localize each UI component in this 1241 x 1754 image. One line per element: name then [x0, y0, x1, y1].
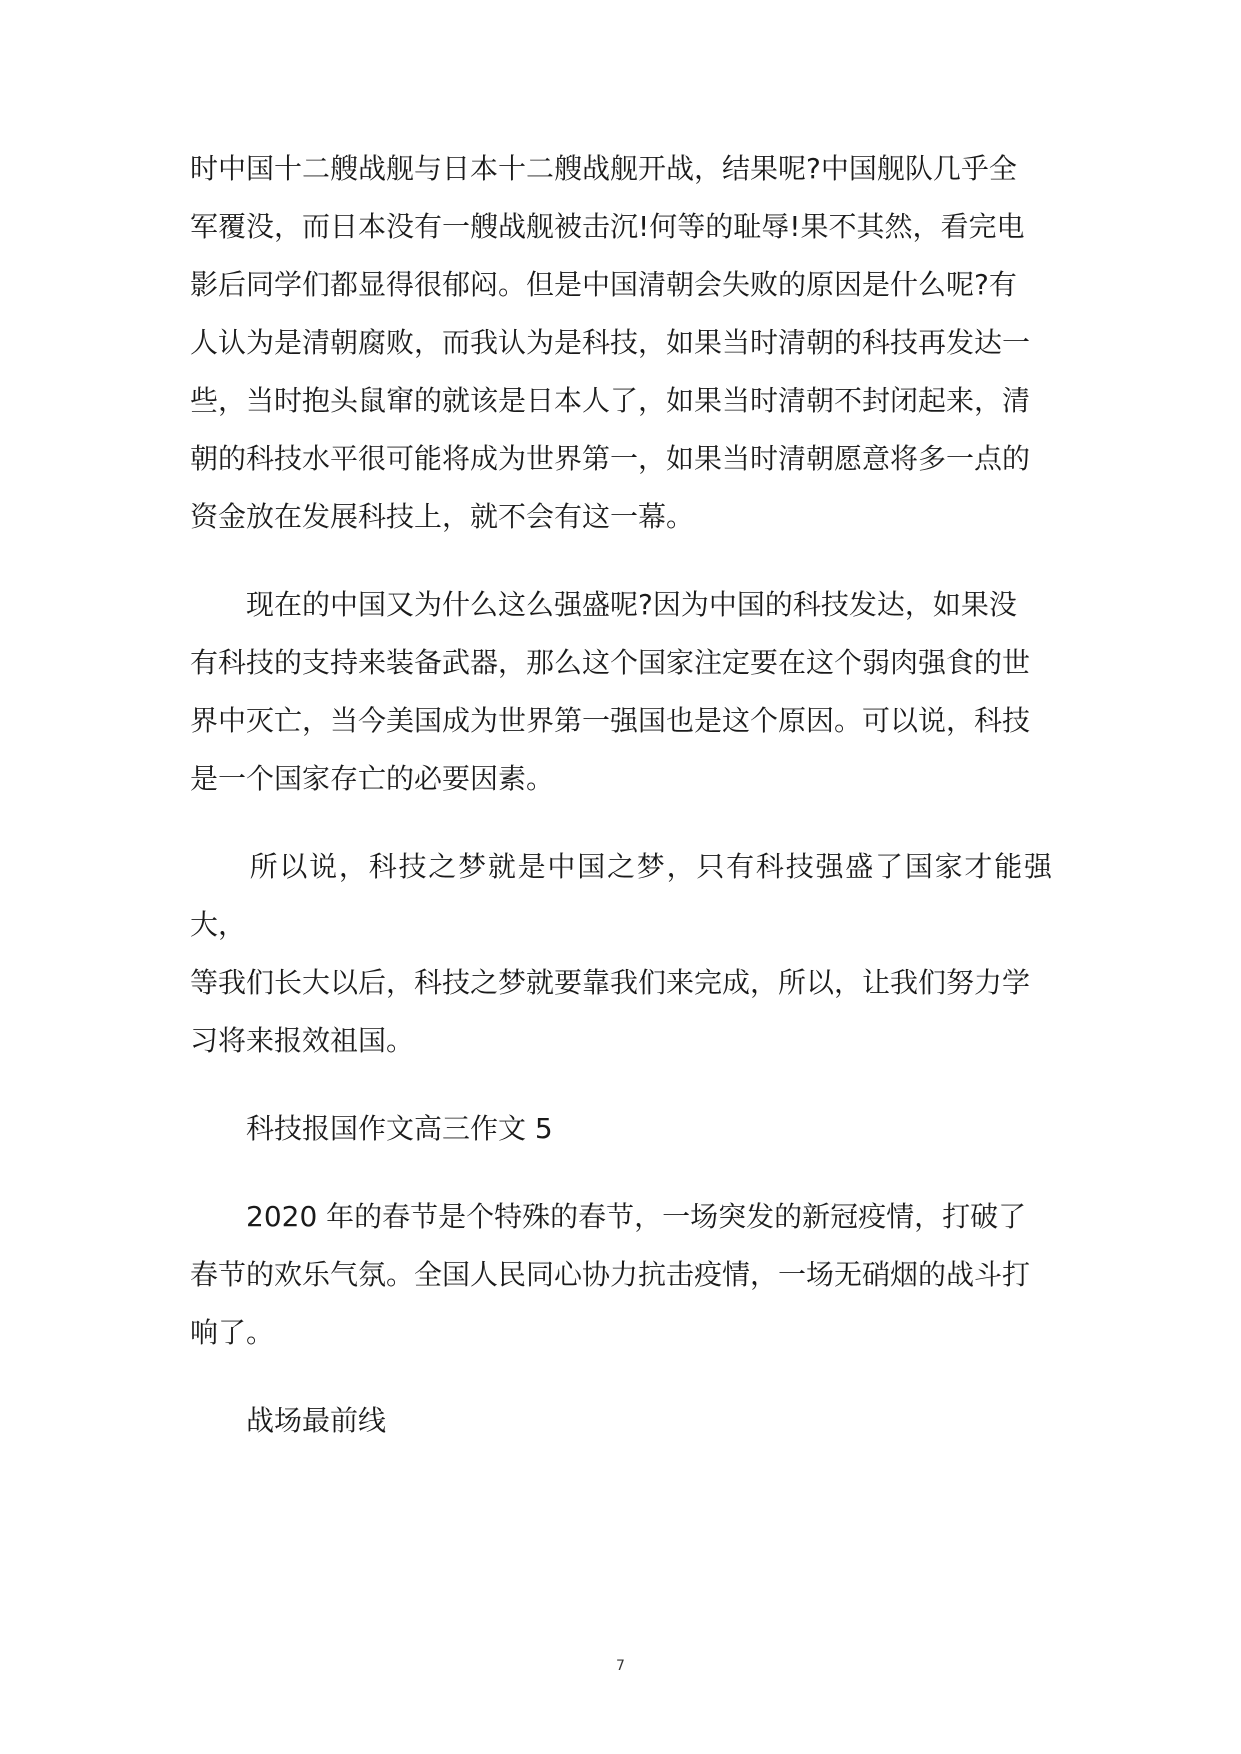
text-line: 科技报国作文高三作文 5 [190, 1112, 553, 1145]
paragraph [190, 1188, 1052, 1362]
text-line: 朝的科技水平很可能将成为世界第一，如果当时清朝愿意将多一点的 [190, 442, 1031, 475]
text-line: 春节的欢乐气氛。全国人民同心协力抗击疫情，一场无硝烟的战斗打 [190, 1258, 1031, 1291]
text-line: 现在的中国又为什么这么强盛呢?因为中国的科技发达，如果没 [190, 588, 1017, 621]
text-line: 所以说，科技之梦就是中国之梦，只有科技强盛了国家才能强大， [190, 850, 1052, 941]
text-line: 2020 年的春节是个特殊的春节，一场突发的新冠疫情，打破了 [190, 1200, 1027, 1233]
text-line: 界中灭亡，当今美国成为世界第一强国也是这个原因。可以说，科技 [190, 704, 1031, 737]
text-line: 习将来报效祖国。 [190, 1024, 415, 1057]
section-heading [190, 1100, 1052, 1158]
text-line: 时中国十二艘战舰与日本十二艘战舰开战，结果呢?中国舰队几乎全 [190, 152, 1017, 185]
document-body [190, 140, 1052, 1450]
page-number: 7 [616, 1658, 625, 1674]
paragraph [190, 140, 1052, 546]
text-line: 资金放在发展科技上，就不会有这一幕。 [190, 500, 695, 533]
text-line: 影后同学们都显得很郁闷。但是中国清朝会失败的原因是什么呢?有 [190, 268, 1017, 301]
text-line: 是一个国家存亡的必要因素。 [190, 762, 555, 795]
text-line: 等我们长大以后，科技之梦就要靠我们来完成，所以，让我们努力学 [190, 966, 1031, 999]
text-line: 些，当时抱头鼠窜的就该是日本人了，如果当时清朝不封闭起来，清 [190, 384, 1031, 417]
text-line: 战场最前线 [190, 1404, 387, 1437]
subheading [190, 1392, 1052, 1450]
text-line: 响了。 [190, 1316, 275, 1349]
text-line: 军覆没，而日本没有一艘战舰被击沉!何等的耻辱!果不其然，看完电 [190, 210, 1025, 243]
text-line: 人认为是清朝腐败，而我认为是科技，如果当时清朝的科技再发达一 [190, 326, 1031, 359]
text-line: 有科技的支持来装备武器，那么这个国家注定要在这个弱肉强食的世 [190, 646, 1031, 679]
paragraph [190, 838, 1052, 1070]
paragraph [190, 576, 1052, 808]
